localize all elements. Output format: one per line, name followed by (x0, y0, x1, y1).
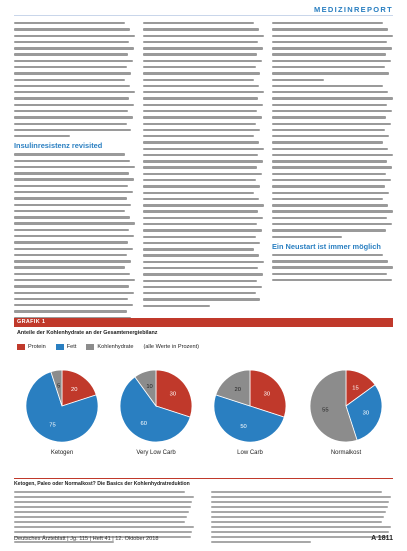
text-line (14, 260, 131, 262)
page-number: A 1811 (371, 535, 393, 542)
text-line (143, 242, 260, 244)
text-line (14, 116, 133, 118)
legend-swatch-protein (17, 344, 25, 350)
caption-line (211, 506, 388, 508)
text-line (272, 28, 388, 30)
text-line (14, 172, 129, 174)
text-line (14, 123, 127, 125)
text-line (14, 72, 131, 74)
text-line (143, 66, 256, 68)
text-line (143, 166, 257, 168)
text-line (14, 41, 129, 43)
slice-value-label: 20 (71, 387, 78, 394)
text-line (143, 85, 259, 87)
legend-swatch-kohlenhydrate (86, 344, 94, 350)
text-line (143, 135, 254, 137)
text-line (272, 135, 389, 137)
text-line (272, 185, 385, 187)
header-rule (14, 15, 393, 16)
text-line (143, 91, 264, 93)
pie-category-label: Ketogen (50, 450, 74, 456)
text-line (272, 154, 393, 156)
text-line (14, 235, 134, 237)
text-line (272, 72, 389, 74)
text-line (143, 173, 262, 175)
text-line (14, 47, 134, 49)
text-line (272, 97, 393, 99)
footer-source: Deutsches Ärzteblatt | Jg. 115 | Heft 41 | 12. Oktober 2018 (14, 536, 159, 542)
text-line (143, 141, 259, 143)
caption-line (211, 501, 389, 503)
text-line (272, 41, 387, 43)
text-line (14, 79, 125, 81)
text-line (143, 236, 256, 238)
slice-value-label: 30 (263, 391, 271, 398)
text-line (272, 60, 391, 62)
caption-line (211, 526, 391, 528)
text-line (14, 97, 129, 99)
text-line (14, 153, 125, 155)
text-line (14, 85, 130, 87)
text-line (143, 185, 260, 187)
slice-value-label: 75 (49, 422, 56, 429)
caption-line (211, 531, 389, 533)
article-column-3 (272, 22, 393, 285)
section-label: MEDIZINREPORT (310, 5, 393, 14)
text-line (143, 123, 256, 125)
text-line (14, 104, 134, 106)
text-line (272, 123, 391, 125)
text-line (143, 280, 257, 282)
slice-value-label: 55 (322, 407, 329, 414)
text-line (143, 217, 263, 219)
text-line (14, 185, 128, 187)
text-line (272, 254, 383, 256)
text-line (272, 173, 386, 175)
slice-value-label: 60 (140, 420, 147, 427)
caption-line (14, 511, 189, 513)
text-line (272, 204, 388, 206)
text-line (143, 305, 210, 307)
text-line (143, 41, 258, 43)
legend-swatch-fett (56, 344, 64, 350)
text-line (143, 79, 254, 81)
legend-label-protein: Protein (28, 344, 46, 350)
text-line (272, 217, 387, 219)
graphic-box (14, 318, 393, 479)
text-line (14, 166, 135, 168)
slice-value-label: 50 (240, 423, 247, 430)
text-line (143, 204, 264, 206)
caption-line (14, 491, 185, 493)
slice-value-label: 5 (57, 383, 61, 390)
slice-value-label: 30 (169, 391, 177, 398)
text-line (143, 160, 263, 162)
slice-value-label: 10 (146, 384, 153, 391)
text-line (14, 135, 70, 137)
pie-category-label: Normalkost (330, 450, 362, 456)
text-line (14, 254, 127, 256)
text-line (272, 47, 392, 49)
legend-label-kohlenhydrate: Kohlenhydrate (97, 344, 134, 350)
text-line (143, 286, 262, 288)
text-line (14, 229, 129, 231)
caption-column-2 (211, 491, 393, 546)
text-line (143, 35, 264, 37)
text-line (143, 72, 260, 74)
text-line (143, 223, 257, 225)
caption-line (211, 491, 382, 493)
caption-line (211, 541, 311, 543)
text-line (143, 22, 254, 24)
text-line (143, 229, 262, 231)
pie-normalkost (310, 370, 382, 456)
text-line (14, 266, 125, 268)
text-line (272, 236, 342, 238)
slice-value-label: 20 (234, 387, 241, 394)
legend-label-fett: Fett (66, 344, 77, 350)
legend-item-kohlenhydrate (86, 344, 133, 350)
text-line (272, 266, 393, 268)
text-line (272, 223, 392, 225)
pie-very-low-carb (120, 370, 192, 456)
caption-line (14, 526, 194, 528)
text-line (14, 28, 130, 30)
text-line (272, 279, 392, 281)
text-line (143, 198, 259, 200)
text-line (14, 241, 128, 243)
text-line (143, 97, 258, 99)
text-line (143, 273, 263, 275)
text-line (14, 160, 130, 162)
text-line (143, 116, 262, 118)
text-line (143, 298, 260, 300)
text-line (272, 22, 383, 24)
text-line (272, 229, 386, 231)
text-line (272, 210, 393, 212)
article-column-2 (143, 22, 264, 311)
text-line (14, 285, 129, 287)
text-line (143, 104, 263, 106)
text-line (14, 304, 133, 306)
caption-line (14, 496, 194, 498)
text-line (143, 129, 260, 131)
text-line (143, 248, 254, 250)
text-line (143, 148, 264, 150)
text-line (143, 53, 257, 55)
text-line (143, 261, 264, 263)
graphic-caption-title: Ketogen, Paleo oder Normalkost? Die Basics der Kohlenhydratreduktion (14, 481, 190, 487)
article-subheading: Ein Neustart ist immer möglich (272, 241, 381, 251)
legend-item-protein (17, 344, 46, 350)
caption-line (14, 521, 185, 523)
text-line (14, 178, 134, 180)
text-line (272, 198, 383, 200)
text-line (272, 141, 383, 143)
text-line (14, 110, 128, 112)
text-line (14, 91, 135, 93)
pie-low-carb (214, 370, 286, 456)
text-line (143, 192, 254, 194)
text-line (272, 85, 383, 87)
article-column-1 (14, 22, 135, 342)
text-line (14, 248, 133, 250)
text-line (272, 110, 392, 112)
text-line (14, 292, 134, 294)
text-line (143, 254, 259, 256)
pie-category-label: Low Carb (237, 450, 263, 456)
text-line (14, 66, 127, 68)
chart-legend (17, 342, 199, 352)
text-line (272, 273, 387, 275)
graphic-title: Anteile der Kohlenhydrate an der Gesamtenergiebilanz (17, 330, 158, 336)
text-line (272, 192, 389, 194)
graphic-label: GRAFIK 1 (14, 318, 393, 327)
text-line (143, 60, 262, 62)
text-line (272, 66, 385, 68)
text-line (14, 273, 130, 275)
text-line (14, 22, 125, 24)
text-line (14, 279, 135, 281)
text-line (14, 204, 131, 206)
text-line (272, 179, 391, 181)
text-line (272, 91, 388, 93)
text-line (272, 79, 324, 81)
text-line (272, 104, 387, 106)
text-line (272, 166, 392, 168)
slice-value-label: 30 (362, 410, 370, 417)
text-line (14, 191, 133, 193)
text-line (143, 154, 258, 156)
text-line (143, 47, 263, 49)
caption-line (211, 496, 391, 498)
pie-category-label: Very Low Carb (136, 450, 176, 456)
text-line (14, 210, 125, 212)
text-line (143, 267, 258, 269)
caption-line (211, 516, 384, 518)
text-line (14, 53, 128, 55)
text-line (143, 28, 259, 30)
text-line (14, 298, 128, 300)
caption-line (14, 501, 192, 503)
text-line (14, 35, 135, 37)
caption-line (14, 531, 192, 533)
slice-value-label: 15 (352, 385, 359, 392)
text-line (272, 116, 386, 118)
text-line (14, 222, 135, 224)
text-line (14, 310, 127, 312)
text-line (143, 210, 258, 212)
text-line (143, 292, 256, 294)
text-line (272, 260, 388, 262)
text-line (143, 179, 256, 181)
legend-item-fett (56, 344, 77, 350)
text-line (14, 197, 127, 199)
text-line (272, 129, 385, 131)
caption-line (14, 516, 187, 518)
caption-line (211, 536, 388, 538)
article-subheading: Insulinresistenz revisited (14, 141, 103, 151)
caption-line (211, 511, 386, 513)
text-line (272, 148, 388, 150)
text-line (14, 216, 130, 218)
text-line (143, 110, 257, 112)
text-line (14, 60, 133, 62)
unit-note: (alle Werte in Prozent) (143, 344, 199, 350)
caption-line (14, 506, 191, 508)
text-line (14, 129, 131, 131)
caption-line (211, 521, 382, 523)
text-line (272, 53, 386, 55)
pie-charts (14, 354, 393, 478)
text-line (272, 35, 393, 37)
text-line (272, 160, 387, 162)
pie-ketogen (26, 370, 98, 456)
